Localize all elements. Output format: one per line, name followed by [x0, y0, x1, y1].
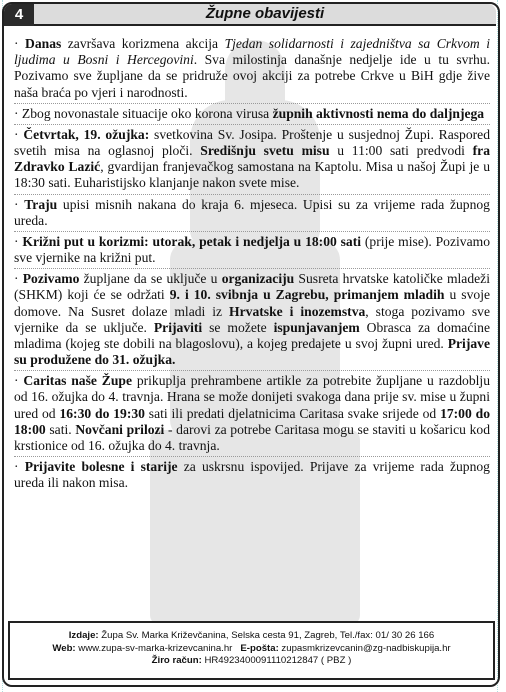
page-number: 4 — [4, 4, 34, 26]
announcement-text — [14, 197, 490, 229]
publisher-label: Izdaje: — [68, 630, 99, 641]
bold-text: župnih aktivnosti nema do daljnjega — [272, 105, 485, 121]
bold-text: Križni put u korizmi: utorak, petak i nedjelja u 18:00 sati — [22, 233, 362, 249]
text-segment: u 11:00 sati predvodi — [329, 143, 473, 159]
text-segment: završava korizmena akcija — [61, 36, 225, 51]
text-segment: · — [14, 459, 25, 475]
text-segment: , stoga pozivamo sve vjernike da se uključe. — [14, 303, 490, 335]
text-segment: sati. — [45, 421, 76, 437]
contact-line — [10, 643, 493, 656]
text-segment: svetkovina Sv. Josipa. Proštenje u susjednoj Župi. Raspored svetih misa na oglasnoj ploči. — [14, 126, 490, 159]
announcement-text — [14, 373, 490, 454]
bold-text: Novčani prilozi — [75, 421, 165, 437]
text-segment: · — [14, 271, 23, 287]
text-segment: za uskrsnu ispovijed. Prijave za vrijeme rada župnog ureda ili nakon misa. — [14, 459, 490, 491]
announcement-item — [14, 373, 490, 457]
text-segment: - darovi za potrebe Caritasa mogu se staviti u košaricu kod krstionice od 16. ožujka do 4. travnja. — [14, 421, 490, 453]
announcement-text — [14, 234, 490, 266]
text-segment: u svoje domove. Na Susret dolaze mladi iz — [14, 287, 491, 319]
bold-text: Pozivamo — [22, 271, 80, 287]
text-segment: se možete — [202, 319, 274, 335]
text-segment: (prije mise). Pozivamo sve vjernike na križni put. — [14, 233, 490, 266]
bank-account-number: HR4923400091110212847 ( PBZ ) — [201, 655, 352, 666]
italic-text: Tjedan solidarnosti i zajedništva sa Crkvom i ljudima u Bosni i Hercegovini — [14, 36, 490, 68]
announcements-list — [14, 36, 490, 495]
text-segment: prikuplja prehrambene artikle za potrebite župljane u razdoblju od 16. ožujka do 4. travnja. Hrana se može donijeti svakoga dana prije sv. mise u župni ured od — [14, 373, 490, 421]
announcement-item — [14, 271, 490, 371]
text-segment: · — [14, 233, 23, 249]
bold-text: Prijave su produžene do 31. ožujka. — [14, 335, 490, 368]
text-segment: , gvardijan franjevačkog samostana na Kaptolu. Misa u našoj Župi je u 18:30 sati. Euharistijsko klanjanje nakon svete mise. — [14, 159, 490, 191]
web-link[interactable]: www.zupa-sv-marka-krizevcanina.hr — [75, 642, 233, 654]
announcement-text — [14, 36, 490, 101]
announcement-item — [14, 197, 490, 232]
publisher-line — [10, 630, 493, 643]
text-segment: · — [14, 36, 26, 51]
publisher-footer — [8, 621, 495, 680]
announcement-item — [14, 127, 490, 195]
bold-text: Danas — [25, 36, 62, 51]
bold-text: fra Zdravko Lazić — [14, 143, 490, 175]
announcement-text — [14, 106, 490, 122]
bold-text: Prijavite bolesne i starije — [24, 459, 178, 475]
bold-text: 17:00 do 18:00 — [14, 405, 490, 437]
bold-text: Četvrtak, 19. ožujka: — [23, 126, 150, 142]
announcement-item — [14, 106, 490, 125]
bold-text: 9. i 10. svibnja u Zagrebu, primanjem mladih — [169, 287, 445, 303]
email-link[interactable]: zupasmkrizevcanin@zg-nadbiskupija.hr — [278, 642, 451, 654]
text-segment: · Zbog novonastale situacije oko korona virusa — [14, 105, 273, 121]
bank-account-label: Žiro račun: — [151, 655, 202, 666]
text-segment: upisi misnih nakana do kraja 6. mjeseca. Upisi su za vrijeme rada župnog ureda. — [14, 196, 490, 228]
bold-text: ispunjavanjem — [273, 319, 360, 335]
text-segment: . Sva milostinja današnje nedjelje ide u tu svrhu. Pozivamo sve župljane da se pridruže ovoj akciji za potrebe Crkve u BiH gdje žive naša braća po vjeri i narodnosti. — [14, 52, 490, 100]
announcement-item — [14, 234, 490, 269]
page-title: Župne obavijesti — [34, 4, 496, 26]
text-segment: župljane da se uključe u — [79, 271, 222, 287]
announcement-text — [14, 271, 490, 368]
web-label: Web: — [52, 642, 76, 654]
text-segment: · — [14, 196, 25, 212]
text-segment: · — [14, 126, 24, 142]
announcement-text — [14, 127, 490, 192]
bold-text: 16:30 do 19:30 — [59, 405, 145, 421]
bold-text: Prijaviti — [153, 319, 203, 335]
announcement-text — [14, 459, 490, 491]
announcement-item — [14, 459, 490, 493]
bank-account-line — [10, 655, 493, 668]
email-label: E-pošta: — [240, 642, 279, 654]
announcement-item — [14, 36, 490, 104]
bold-text: Središnju svetu misu — [200, 143, 330, 159]
bold-text: organizaciju — [221, 271, 295, 287]
bold-text: Traju — [24, 196, 58, 212]
bold-text: Caritas naše Župe — [23, 373, 132, 389]
publisher-text: Župa Sv. Marka Križevčanina, Selska cesta 91, Zagreb, Tel./fax: 01/ 30 26 166 — [98, 630, 435, 641]
text-segment: Obrasca za domaćine mladima (kojeg ste dobili na blagoslovu), a kojeg predajete u svoj župni ured. — [14, 319, 490, 351]
text-segment: · — [14, 373, 24, 389]
bold-text: Hrvatske i inozemstva — [229, 303, 366, 319]
text-segment: Susreta hrvatske katoličke mladeži (SHKM) koji će se održati — [14, 271, 490, 303]
text-segment: sati ili predati djelatnicima Caritasa svake srijede od — [144, 405, 441, 421]
